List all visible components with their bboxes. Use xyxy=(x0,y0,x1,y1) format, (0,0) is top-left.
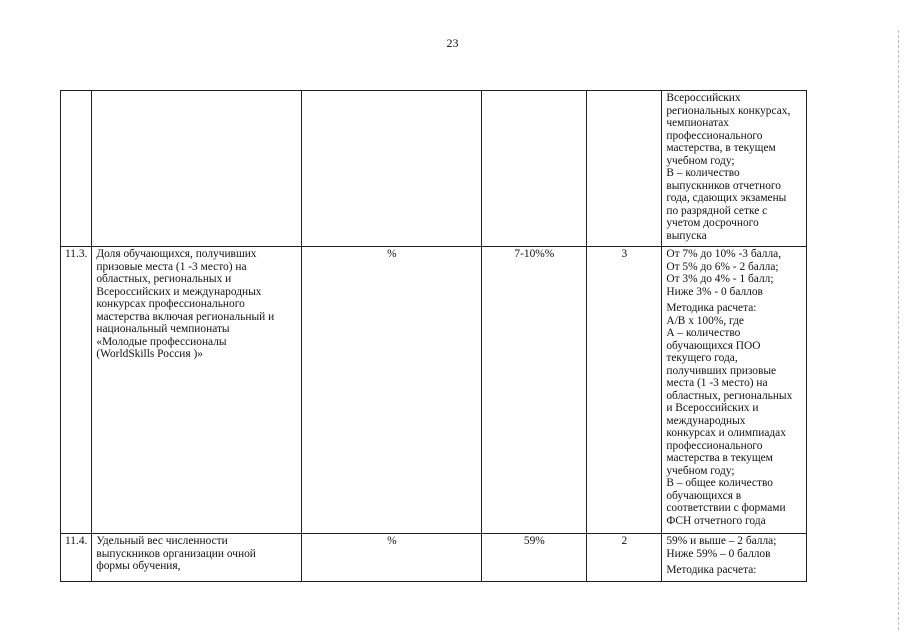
method-line: ФСН отчетного года xyxy=(666,514,766,527)
unit-value: % xyxy=(387,535,397,547)
row-number: 11.4. xyxy=(65,535,88,547)
unit-cell xyxy=(302,247,482,534)
method-line: выпускников отчетного xyxy=(666,179,781,192)
row-number-cell xyxy=(61,534,92,582)
points-cell xyxy=(587,91,662,247)
criteria-line: От 7% до 10% -3 балла, xyxy=(666,248,782,260)
method-cell xyxy=(662,91,807,247)
criteria-table xyxy=(60,90,807,582)
method-cell xyxy=(662,247,807,534)
row-number-cell xyxy=(61,247,92,534)
points-cell xyxy=(587,247,662,534)
indicator-line: «Молодые профессионалы xyxy=(96,335,227,348)
points-cell xyxy=(587,534,662,582)
method-line: Всероссийских xyxy=(666,92,741,104)
method-line: и Всероссийских и xyxy=(666,402,759,414)
method-line: чемпионатах xyxy=(666,117,729,129)
points-value: 2 xyxy=(621,535,628,547)
indicator-line: конкурсах профессионального xyxy=(96,298,245,310)
indicator-line: областных, региональных и xyxy=(96,273,232,285)
method-line: международных xyxy=(666,414,746,427)
indicator-line: национальный чемпионаты xyxy=(96,323,230,335)
method-line: соответствии с формами xyxy=(666,502,786,514)
indicator-line: (WorldSkills Россия )» xyxy=(96,348,203,360)
table-row xyxy=(61,534,807,582)
method-line: конкурсах и олимпиадах xyxy=(666,427,786,439)
unit-cell xyxy=(302,91,482,247)
method-line: по разрядной сетке с xyxy=(666,204,768,217)
method-line: областных, региональных xyxy=(666,389,793,402)
criteria-line: 59% и выше – 2 балла; xyxy=(666,535,777,547)
method-line: учетом досрочного xyxy=(666,217,759,229)
method-line: года, сдающих экзамены xyxy=(666,192,787,204)
table-row xyxy=(61,91,807,247)
method-line: мастерства в текущем xyxy=(666,452,773,464)
target-cell xyxy=(482,534,587,582)
criteria-line: Ниже 3% - 0 баллов xyxy=(666,285,763,298)
method-line: А – количество xyxy=(666,327,741,339)
method-line: выпуска xyxy=(666,229,707,242)
unit-cell xyxy=(302,534,482,582)
method-line: профессионального xyxy=(666,129,763,142)
indicator-line: формы обучения, xyxy=(96,560,181,572)
indicator-cell xyxy=(92,91,302,247)
indicator-line: мастерства включая региональный и xyxy=(96,310,275,323)
method-line: А/В х 100%, где xyxy=(666,314,744,327)
indicator-line: выпускников организации очной xyxy=(96,547,256,560)
method-line: места (1 -3 место) на xyxy=(666,377,768,389)
target-cell xyxy=(482,91,587,247)
method-line: обучающихся ПОО xyxy=(666,339,761,352)
method-line: региональных конкурсах, xyxy=(666,104,791,117)
method-cell xyxy=(662,534,807,582)
indicator-cell xyxy=(92,534,302,582)
row-number: 11.3. xyxy=(65,248,88,260)
criteria-line: От 5% до 6% - 2 балла; xyxy=(666,260,779,273)
method-line: профессионального xyxy=(666,439,763,452)
scan-edge-line xyxy=(898,30,899,630)
indicator-cell xyxy=(92,247,302,534)
target-cell xyxy=(482,247,587,534)
page-number: 23 xyxy=(446,36,459,50)
indicator-line: призовые места (1 -3 место) на xyxy=(96,260,247,273)
criteria-line: От 3% до 4% - 1 балл; xyxy=(666,273,774,285)
method-line: обучающихся в xyxy=(666,489,742,502)
indicator-line: Всероссийских и международных xyxy=(96,285,262,298)
criteria-line: Ниже 59% – 0 баллов xyxy=(666,547,771,560)
method-line: учебном году; xyxy=(666,464,735,477)
method-line: В – общее количество xyxy=(666,477,773,489)
method-line: получивших призовые xyxy=(666,364,777,377)
row-number-cell xyxy=(61,91,92,247)
method-line: В – количество xyxy=(666,167,740,179)
method-line: учебном году; xyxy=(666,154,735,167)
indicator-line: Доля обучающихся, получивших xyxy=(96,248,257,260)
indicator-line: Удельный вес численности xyxy=(96,535,228,547)
points-value: 3 xyxy=(621,248,628,260)
target-value: 59% xyxy=(523,535,545,547)
target-value: 7-10%% xyxy=(514,248,555,260)
method-line: мастерства, в текущем xyxy=(666,142,776,154)
unit-value: % xyxy=(387,248,397,260)
method-line: текущего года, xyxy=(666,352,738,364)
table-row xyxy=(61,247,807,534)
method-line: Методика расчета: xyxy=(666,302,757,314)
method-line: Методика расчета: xyxy=(666,564,757,576)
